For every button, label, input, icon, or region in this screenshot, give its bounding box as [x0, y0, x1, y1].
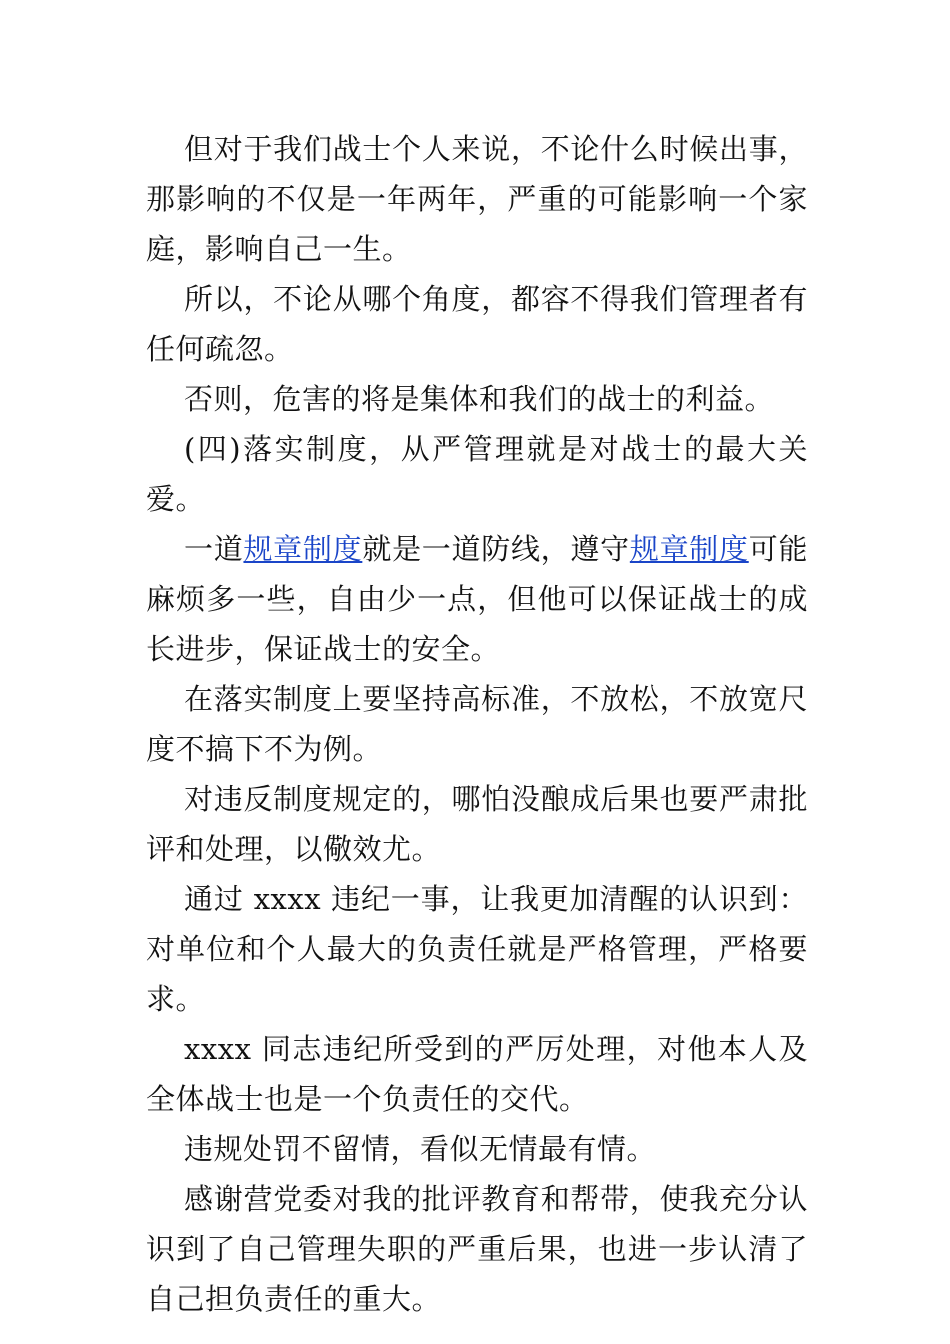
paragraph: 对违反制度规定的，哪怕没酿成后果也要严肃批评和处理，以儆效尤。 — [146, 782, 808, 866]
paragraph-with-links — [146, 524, 808, 674]
paragraph: 感谢营党委对我的批评教育和帮带，使我充分认识到了自己管理失职的严重后果，也进一步认清了自己担负责任的重大。 — [146, 1182, 808, 1316]
document-page — [146, 124, 808, 1324]
paragraph-text: 一道 — [184, 532, 244, 566]
paragraph-text: 可能麻烦多一些，自由少一点，但他可以保证战士的成长进步，保证战士的安全。 — [146, 532, 808, 666]
paragraph: xxxx 同志违纪所受到的严厉处理，对他本人及全体战士也是一个负责任的交代。 — [146, 1032, 808, 1116]
regulations-link[interactable]: 规章制度 — [629, 532, 749, 566]
paragraph-text: 就是一道防线，遵守 — [362, 532, 630, 566]
regulations-link[interactable]: 规章制度 — [243, 532, 363, 566]
paragraph: 违规处罚不留情，看似无情最有情。 — [184, 1132, 657, 1166]
paragraph: 否则，危害的将是集体和我们的战士的利益。 — [184, 382, 775, 416]
paragraph: 但对于我们战士个人来说，不论什么时候出事，那影响的不仅是一年两年，严重的可能影响一个家庭，影响自己一生。 — [146, 132, 808, 266]
paragraph: (四)落实制度，从严管理就是对战士的最大关爱。 — [146, 432, 808, 516]
paragraph: 通过 xxxx 违纪一事，让我更加清醒的认识到：对单位和个人最大的负责任就是严格管理，严格要求。 — [146, 882, 808, 1016]
paragraph: 在落实制度上要坚持高标准，不放松，不放宽尺度不搞下不为例。 — [146, 682, 808, 766]
paragraph: 所以，不论从哪个角度，都容不得我们管理者有任何疏忽。 — [146, 282, 808, 366]
